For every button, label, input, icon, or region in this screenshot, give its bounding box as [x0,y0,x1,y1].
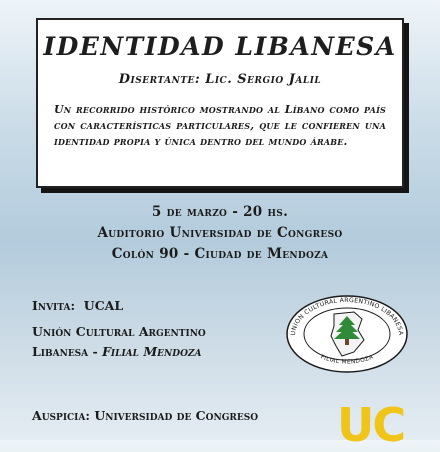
invita-org-short: UCAL [83,298,124,313]
event-details [0,202,440,265]
event-venue: Auditorio Universidad de Congreso [97,225,343,241]
invita-line [32,296,206,316]
description-text: Un recorrido histórico mostrando al Líbano como país con características particulares, que le confieren una identidad propia y única dentro del mundo árabe. [54,103,386,148]
org-name-line1: Unión Cultural Argentino [32,324,206,339]
logo-ring-text: UNION CULTURAL ARGENTINO LIBANESA [289,296,405,336]
org-name-line2 [32,342,206,362]
page-title: IDENTIDAD LIBANESA [43,32,397,61]
event-address: Colón 90 - Ciudad de Mendoza [111,246,329,262]
ucal-logo [284,292,410,374]
invita-block [32,296,206,362]
event-date: 5 de marzo - 20 hs. [151,204,289,220]
logo-bottom-text: FILIAL MENDOZA [319,354,375,366]
sponsor-line: Auspicia: Universidad de Congreso [32,408,259,423]
uc-logo: UC [337,398,405,452]
org-name-line2-main: Libanesa - [32,344,98,359]
speaker-line: Disertante: Lic. Sergio Jalil [118,72,322,87]
info-panel [36,18,404,188]
org-name-line2-italic: Filial Mendoza [102,344,202,359]
invita-label: Invita: [32,298,76,313]
